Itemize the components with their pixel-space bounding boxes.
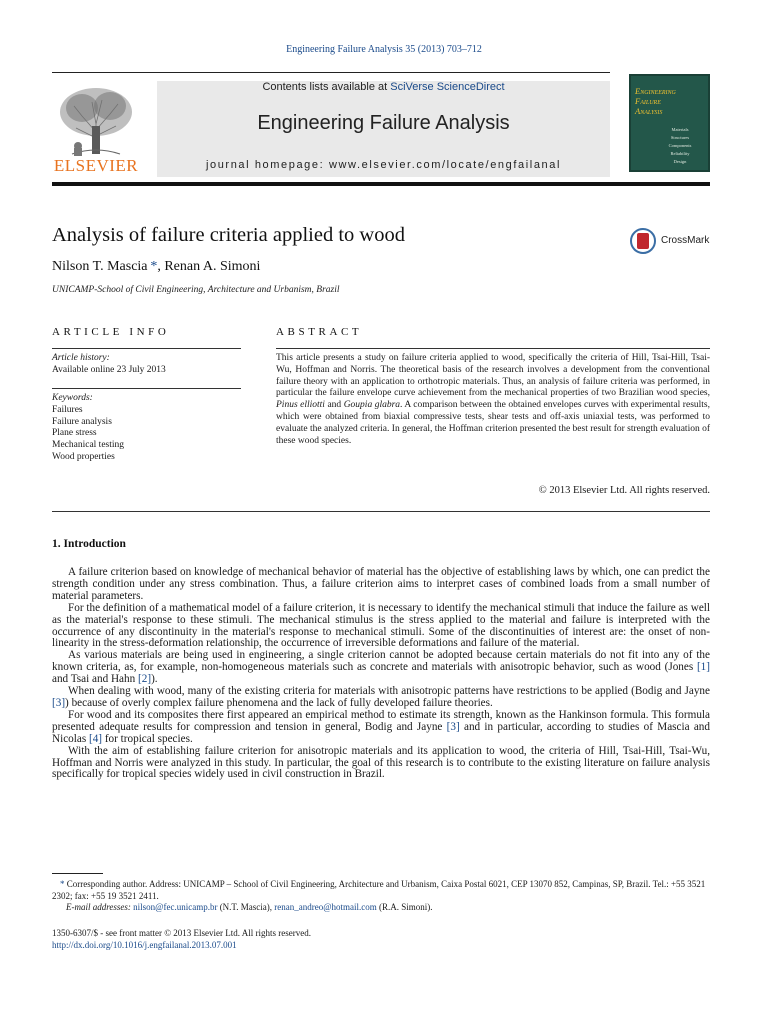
author-name: Renan A. Simoni: [164, 259, 261, 274]
history-label: Article history:: [52, 353, 110, 363]
paragraph: As various materials are being used in engineering, a single criterion cannot be adopted because certain materials do not fit into any of the known criteria, as, for example, non-homogeneous materials such as concrete and materials with anisotropic behavior, such as wood (Jones [1] and Tsai and Hahn [2]).: [52, 649, 710, 686]
cover-line: Components: [668, 143, 692, 148]
header-rule: [52, 72, 610, 73]
abstract-copyright: © 2013 Elsevier Ltd. All rights reserved.: [538, 485, 710, 496]
footnote: [52, 879, 710, 914]
front-matter-line: 1350-6307/$ - see front matter © 2013 Elsevier Ltd. All rights reserved.: [52, 928, 312, 938]
keyword: Failures: [52, 404, 83, 415]
journal-title: Engineering Failure Analysis: [257, 112, 510, 134]
author-name: Nilson T. Mascia: [52, 259, 148, 274]
journal-cover[interactable]: [629, 74, 710, 172]
paragraph: With the aim of establishing failure criterion for anisotropic materials and its application to wood, the criteria of Hill, Tsai-Hill, Tsai-Wu, Hoffman and Norris were analyzed in this study. In particular, the goal of this research is to contribute to the existing literature on failure analysis specifically for tropical species widely used in civil construction in Brazil.: [52, 744, 710, 781]
introduction-body: [52, 567, 710, 781]
keyword: Plane stress: [52, 428, 97, 439]
article-title: Analysis of failure criteria applied to wood: [52, 224, 405, 246]
sciencedirect-link[interactable]: SciVerse ScienceDirect: [390, 81, 505, 93]
footnote-rule: [52, 873, 103, 874]
crossmark-label: CrossMark: [661, 235, 710, 246]
paragraph: When dealing with wood, many of the existing criteria for materials with anisotropic patterns have restrictions to be applied (Bodig and Jayne [3]) because of overly complex failure phenomena and the lack of fully developed failure theories.: [52, 685, 710, 709]
cover-line: Materials: [671, 127, 689, 132]
author-list: Nilson T. Mascia *, Renan A. Simoni: [52, 259, 261, 274]
keyword: Wood properties: [52, 451, 115, 462]
article-info-rule: [52, 348, 241, 349]
email-note: E-mail addresses: nilson@fec.unicamp.br (N.T. Mascia), renan_andreo@hotmail.com (R.A. Simoni).: [66, 902, 433, 912]
contents-prefix: Contents lists available at: [262, 81, 391, 93]
homepage-link[interactable]: www.elsevier.com/locate/engfailanal: [328, 159, 562, 171]
paragraph: For wood and its composites there first appeared an empirical method to estimate its strength, known as the Hankinson formula. This formula presented adequate results for compression and tension in general, Bodig and Jayne [3] and in particular, according to studies of Mascia and Nicolas [4] for tropical species.: [52, 708, 710, 745]
keyword: Failure analysis: [52, 416, 112, 427]
abstract-rule: [276, 348, 710, 349]
header-thick-rule: [52, 182, 710, 186]
abstract-text: This article presents a study on failure criteria applied to wood, specifically the criteria of Hill, Tsai-Hill, Tsai-Wu, Hoffman and Norris. The theoretical basis of the research involves a development from the conventional failure theory with an application to orthotropic materials. Thus, an analysis of failure criteria was performed, in particular the failure envelope curve achievement from the mechanical properties of two Brazilian wood species, Pinus elliotti and Goupia glabra. A comparison between the obtained envelopes curves with experimental results, which were obtained from biaxial compressive tests, shear tests and off-axis uniaxial tests, was performed to evaluate the analyzed criteria. In general, the Hoffman criterion presented the best result for strength evaluation of these wood species.: [276, 353, 711, 446]
abstract-bottom-rule: [52, 511, 710, 512]
paragraph: A failure criterion based on knowledge of mechanical behavior of material has the objective of establishing laws by which, one can predict the strength condition under any stress combination. Thus, a failure criterion aims to interpret cases of combined loads from a small number of material parameters.: [52, 566, 710, 602]
reference-link[interactable]: [1]: [696, 661, 710, 674]
crossmark-bookmark-icon: [637, 233, 649, 249]
cover-line: Design: [673, 159, 687, 164]
email-link[interactable]: nilson@fec.unicamp.br: [133, 902, 218, 912]
reference-link[interactable]: [2]: [138, 673, 152, 686]
article-info-heading: ARTICLE INFO: [52, 326, 170, 338]
journal-citation[interactable]: Engineering Failure Analysis 35 (2013) 703–712: [286, 44, 482, 55]
cover-title: Engineering Failure Analysis: [635, 86, 676, 116]
homepage-prefix: journal homepage:: [205, 159, 329, 171]
available-online: Available online 23 July 2013: [52, 364, 166, 375]
cover-line: Reliability: [670, 151, 690, 156]
corresponding-author-link[interactable]: *: [150, 259, 158, 274]
reference-link[interactable]: [3]: [52, 696, 66, 709]
section-heading: 1. Introduction: [52, 538, 126, 550]
doi-link[interactable]: http://dx.doi.org/10.1016/j.engfailanal.2013.07.001: [52, 940, 237, 950]
reference-link[interactable]: [3]: [446, 720, 460, 733]
contents-line: [157, 81, 610, 93]
affiliation: UNICAMP-School of Civil Engineering, Architecture and Urbanism, Brazil: [52, 285, 340, 295]
keywords-label: Keywords:: [52, 393, 93, 403]
reference-link[interactable]: [4]: [88, 732, 103, 745]
cover-line: Structures: [670, 135, 690, 140]
abstract-heading: ABSTRACT: [276, 326, 363, 338]
crossmark-button[interactable]: [630, 228, 714, 258]
keyword: Mechanical testing: [52, 440, 125, 451]
species-name: Pinus elliotti: [276, 400, 325, 411]
keywords: [52, 393, 241, 464]
article-history: [52, 353, 241, 377]
issn-block: [52, 927, 311, 951]
species-name: Goupia glabra: [343, 400, 401, 411]
article-info-rule: [52, 388, 241, 389]
corresponding-author-note: * Corresponding author. Address: UNICAMP – School of Civil Engineering, Architecture and Urbanism, Caixa Postal 6021, CEP 13070 852, Campinas, SP, Brazil. Tel.: +55 3521 2302; fax: +55 19 3521 2411.: [52, 879, 706, 901]
paragraph: For the definition of a mathematical model of a failure criterion, it is necessary to identify the mechanical stimuli that induce the failure as well as the material's response to these stimuli. The mechanical stimulus is the stress applied to the material and failure is interpreted with the occurrence of any discontinuity in the material's response to mechanical stimuli. Some of the discontinuities of interest are: the onset of non-linearity in the stress-deformation relationship, the occurrence of irreversible deformations and failure of the material.: [52, 601, 710, 650]
elsevier-wordmark: ELSEVIER: [53, 156, 139, 175]
email-link[interactable]: renan_andreo@hotmail.com: [274, 902, 377, 912]
journal-homepage: [157, 159, 610, 171]
